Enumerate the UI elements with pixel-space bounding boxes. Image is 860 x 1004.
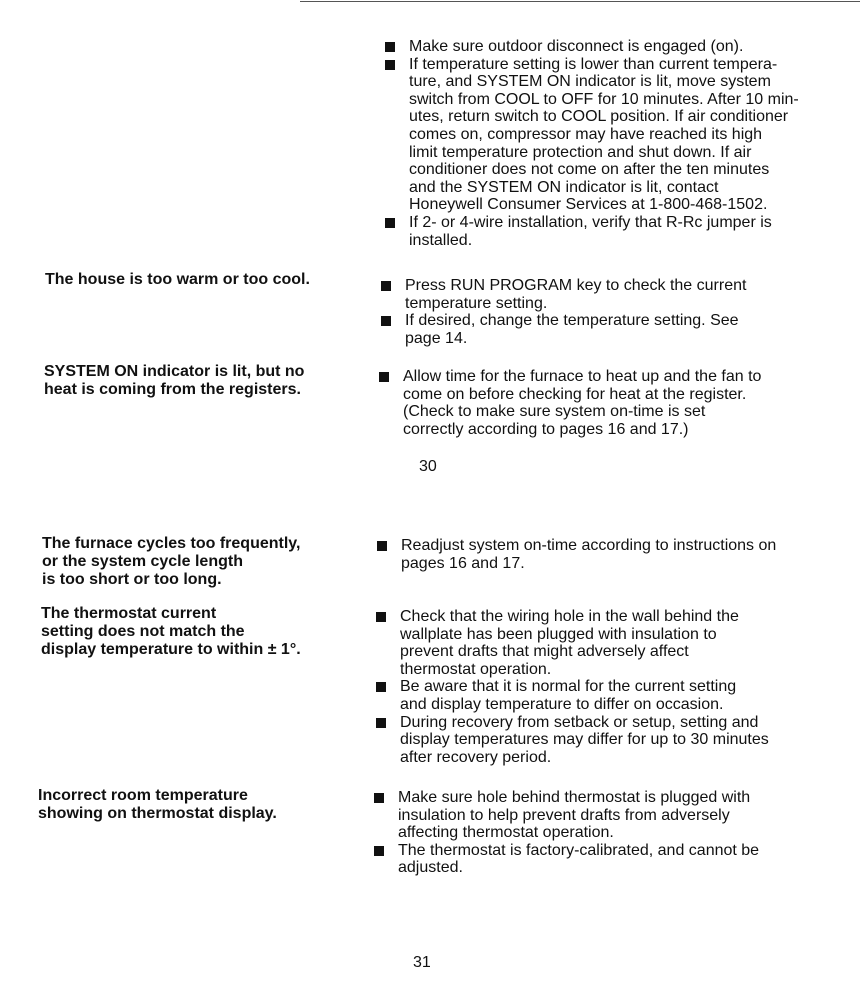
remedy-line: Check that the wiring hole in the wall behind the [400, 608, 739, 625]
remedy-item [377, 537, 776, 572]
remedy-line: The thermostat is factory-calibrated, and cannot be [398, 841, 760, 859]
problem-line: heat is coming from the registers. [44, 381, 301, 398]
remedy-item [381, 312, 746, 347]
remedy-line: prevent drafts that might adversely affect [400, 643, 689, 661]
remedy-line: display temperatures may differ for up to 30 minutes [400, 731, 769, 749]
remedy-line: insulation to help prevent drafts from adversely [398, 806, 730, 824]
remedy-list-cycle-length [377, 537, 776, 572]
problem-line: Incorrect room temperature [38, 787, 248, 804]
remedy-item [376, 678, 769, 713]
remedy-line: correctly according to pages 16 and 17.) [403, 420, 689, 438]
remedy-line: During recovery from setback or setup, setting and [400, 713, 759, 731]
problem-cycle-length [42, 535, 300, 589]
remedy-line: installed. [409, 231, 473, 249]
remedy-line: Readjust system on-time according to instructions on [401, 537, 777, 554]
remedy-list-setting-mismatch [376, 608, 769, 766]
remedy-line: Honeywell Consumer Services at 1-800-468-1502. [409, 196, 768, 214]
problem-no-heat [44, 363, 304, 399]
remedy-item [385, 214, 799, 249]
problem-line: SYSTEM ON indicator is lit, but no [44, 363, 305, 380]
remedy-item [374, 789, 759, 842]
remedy-line: affecting thermostat operation. [398, 824, 614, 842]
problem-incorrect-display [38, 787, 277, 823]
problem-line: display temperature to within ± 1°. [41, 641, 301, 658]
remedy-line: adjusted. [398, 859, 463, 877]
remedy-line: comes on, compressor may have reached its high [409, 125, 763, 143]
problem-line: or the system cycle length [42, 553, 243, 570]
problem-line: The house is too warm or too cool. [45, 271, 310, 288]
remedy-line: utes, return switch to COOL position. If air conditioner [409, 108, 789, 126]
problem-line: The furnace cycles too frequently, [42, 535, 301, 552]
remedy-line: switch from COOL to OFF for 10 minutes. After 10 min- [409, 90, 799, 108]
problem-line: setting does not match the [41, 623, 245, 640]
problem-house-temperature [45, 271, 310, 289]
page-number-30: 30 [419, 458, 437, 475]
remedy-line: If desired, change the temperature setting. See [405, 312, 739, 330]
top-rule [300, 1, 860, 2]
remedy-item [374, 842, 759, 877]
remedy-line: (Check to make sure system on-time is set [403, 403, 706, 421]
remedy-line: and display temperature to differ on occasion. [400, 695, 724, 713]
intro-remedy-list [385, 38, 799, 249]
problem-setting-mismatch [41, 605, 301, 659]
remedy-line: ture, and SYSTEM ON indicator is lit, move system [409, 73, 771, 91]
remedy-list-no-heat [379, 368, 761, 438]
remedy-line: Make sure hole behind thermostat is plugged with [398, 789, 751, 806]
remedy-item [385, 56, 799, 214]
remedy-list-house-temperature [381, 277, 746, 347]
page-number-31: 31 [413, 954, 431, 971]
remedy-list-incorrect-display [374, 789, 759, 877]
remedy-line: pages 16 and 17. [401, 554, 525, 572]
remedy-line: Make sure outdoor disconnect is engaged (on). [409, 38, 744, 55]
remedy-item [381, 277, 746, 312]
problem-line: The thermostat current [41, 605, 217, 622]
remedy-item [376, 714, 769, 767]
problem-line: is too short or too long. [42, 571, 222, 588]
remedy-line: Allow time for the furnace to heat up and the fan to [403, 368, 762, 385]
remedy-line: wallplate has been plugged with insulation to [400, 625, 717, 643]
remedy-line: and the SYSTEM ON indicator is lit, contact [409, 178, 719, 196]
remedy-item [385, 38, 799, 56]
remedy-line: If temperature setting is lower than current tempera- [409, 55, 778, 73]
remedy-line: limit temperature protection and shut down. If air [409, 143, 752, 161]
remedy-line: Press RUN PROGRAM key to check the current [405, 277, 747, 294]
remedy-item [376, 608, 769, 678]
remedy-item [379, 368, 761, 438]
remedy-line: conditioner does not come on after the ten minutes [409, 161, 770, 179]
remedy-line: temperature setting. [405, 294, 548, 312]
remedy-line: thermostat operation. [400, 660, 552, 678]
remedy-line: Be aware that it is normal for the current setting [400, 678, 737, 696]
remedy-line: page 14. [405, 329, 468, 347]
remedy-line: If 2- or 4-wire installation, verify that R-Rc jumper is [409, 213, 772, 231]
remedy-line: come on before checking for heat at the register. [403, 385, 747, 403]
problem-line: showing on thermostat display. [38, 805, 277, 822]
remedy-line: after recovery period. [400, 748, 552, 766]
